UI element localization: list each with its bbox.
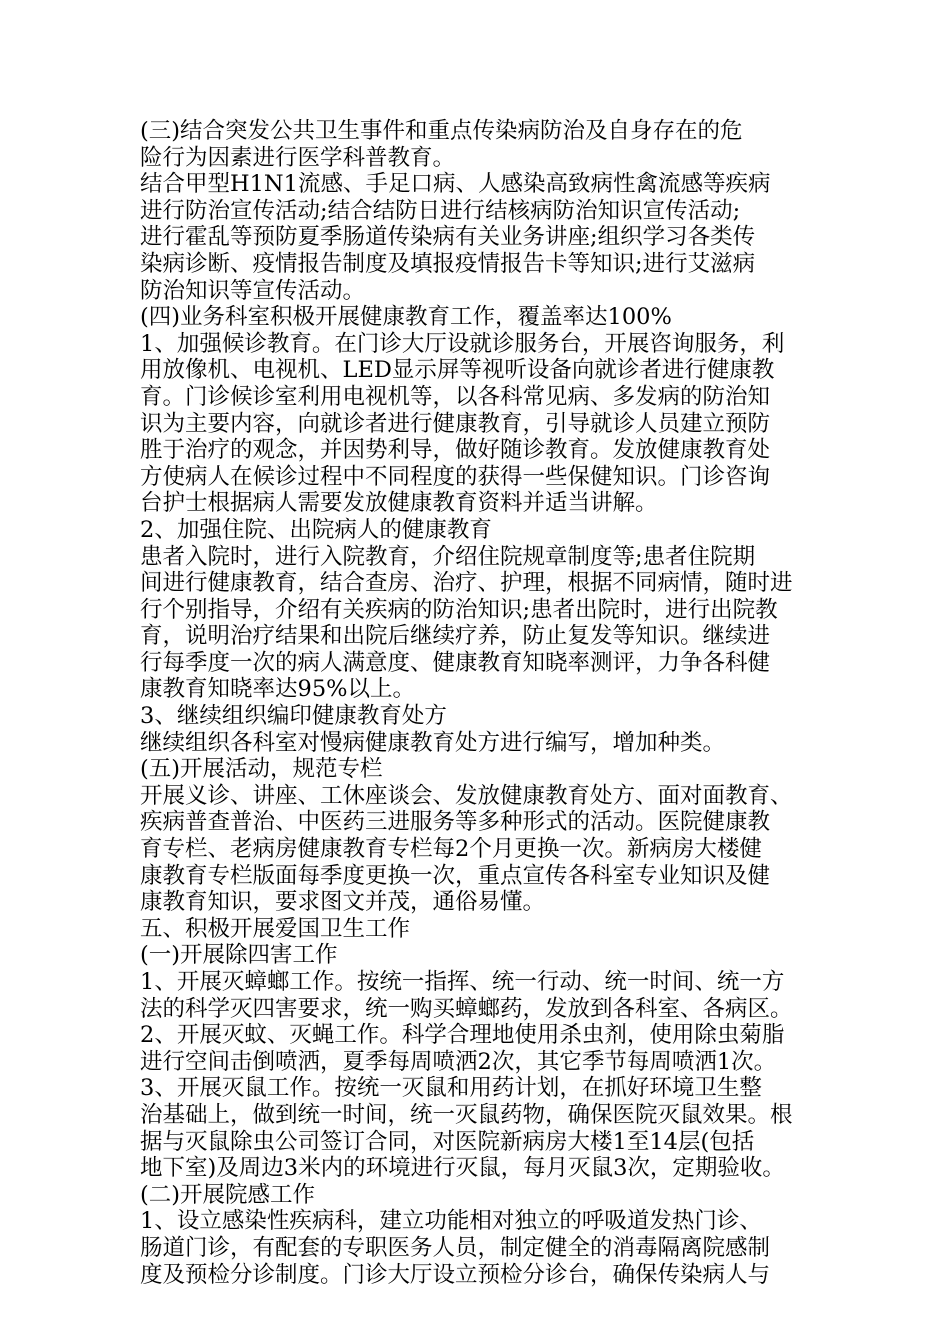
text-line: (三)结合突发公共卫生事件和重点传染病防治及自身存在的危	[140, 118, 743, 144]
text-line: 1、设立感染性疾病科，建立功能相对独立的呼吸道发热门诊、	[140, 1208, 762, 1235]
text-line: (五)开展活动，规范专栏	[140, 756, 383, 783]
text-line: 胜于治疗的观念，并因势利导，做好随诊教育。发放健康教育处	[140, 437, 771, 464]
text-line: 2、开展灭蚊、灭蝇工作。科学合理地使用杀虫剂，使用除虫菊脂	[140, 1022, 785, 1049]
text-line: 2、加强住院、出院病人的健康教育	[140, 516, 492, 543]
text-line: (四)业务科室积极开展健康教育工作，覆盖率达100%	[140, 304, 672, 331]
text-line: 五、积极开展爱国卫生工作	[140, 915, 411, 942]
text-line: 防治知识等宣传活动。	[140, 277, 366, 304]
text-line: 育专栏、老病房健康教育专栏每2个月更换一次。新病房大楼健	[140, 836, 762, 863]
text-line: 进行防治宣传活动;结合结防日进行结核病防治知识宣传活动;	[140, 197, 741, 224]
text-line: 患者入院时，进行入院教育，介绍住院规章制度等;患者住院期	[140, 543, 756, 570]
text-line: 肠道门诊，有配套的专职医务人员，制定健全的消毒隔离院感制	[140, 1234, 771, 1261]
text-line: 康教育知识，要求图文并茂，通俗易懂。	[140, 889, 546, 916]
text-line: 1、开展灭蟑螂工作。按统一指挥、统一行动、统一时间、统一方	[140, 969, 785, 995]
text-line: 染病诊断、疫情报告制度及填报疫情报告卡等知识;进行艾滋病	[140, 250, 756, 277]
text-line: 地下室)及周边3米内的环境进行灭鼠，每月灭鼠3次，定期验收。	[140, 1155, 785, 1182]
text-line: 3、开展灭鼠工作。按统一灭鼠和用药计划，在抓好环境卫生整	[140, 1075, 762, 1102]
text-line: 法的科学灭四害要求，统一购买蟑螂药，发放到各科室、各病区。	[140, 995, 793, 1022]
text-line: 方使病人在候诊过程中不同程度的获得一些保健知识。门诊咨询	[140, 463, 771, 490]
text-line: 育。门诊候诊室利用电视机等，以各科常见病、多发病的防治知	[140, 383, 771, 410]
text-line: 育，说明治疗结果和出院后继续疗养，防止复发等知识。继续进	[140, 623, 771, 650]
text-line: (二)开展院感工作	[140, 1181, 316, 1208]
text-line: 康教育专栏版面每季度更换一次，重点宣传各科室专业知识及健	[140, 862, 771, 889]
text-line: 康教育知晓率达95%以上。	[140, 676, 416, 703]
text-line: 行每季度一次的病人满意度、健康教育知晓率测评，力争各科健	[140, 649, 771, 676]
text-line: 据与灭鼠除虫公司签订合同，对医院新病房大楼1至14层(包括	[140, 1128, 755, 1155]
text-line: 1、加强候诊教育。在门诊大厅设就诊服务台，开展咨询服务，利	[140, 330, 785, 357]
text-line: 度及预检分诊制度。门诊大厅设立预检分诊台，确保传染病人与	[140, 1261, 771, 1288]
text-line: 识为主要内容，向就诊者进行健康教育，引导就诊人员建立预防	[140, 410, 771, 437]
text-line: 台护士根据病人需要发放健康教育资料并适当讲解。	[140, 490, 658, 517]
document-body	[140, 118, 830, 1288]
text-line: 治基础上，做到统一时间，统一灭鼠药物，确保医院灭鼠效果。根	[140, 1101, 793, 1128]
text-line: 险行为因素进行医学科普教育。	[140, 144, 456, 171]
text-line: (一)开展除四害工作	[140, 942, 338, 969]
text-line: 疾病普查普治、中医药三进服务等多种形式的活动。医院健康教	[140, 809, 771, 836]
text-line: 3、继续组织编印健康教育处方	[140, 703, 447, 730]
text-line: 进行空间击倒喷洒，夏季每周喷洒2次，其它季节每周喷洒1次。	[140, 1048, 777, 1075]
text-line: 间进行健康教育，结合查房、治疗、护理，根据不同病情，随时进	[140, 570, 793, 597]
text-line: 行个别指导，介绍有关疾病的防治知识;患者出院时，进行出院教	[140, 596, 778, 623]
text-line: 用放像机、电视机、LED显示屏等视听设备向就诊者进行健康教	[140, 357, 775, 384]
text-line: 进行霍乱等预防夏季肠道传染病有关业务讲座;组织学习各类传	[140, 224, 756, 251]
text-line: 结合甲型H1N1流感、手足口病、人感染高致病性禽流感等疾病	[140, 171, 771, 198]
text-line: 开展义诊、讲座、工休座谈会、发放健康教育处方、面对面教育、	[140, 782, 793, 809]
text-line: 继续组织各科室对慢病健康教育处方进行编写，增加种类。	[140, 729, 726, 756]
